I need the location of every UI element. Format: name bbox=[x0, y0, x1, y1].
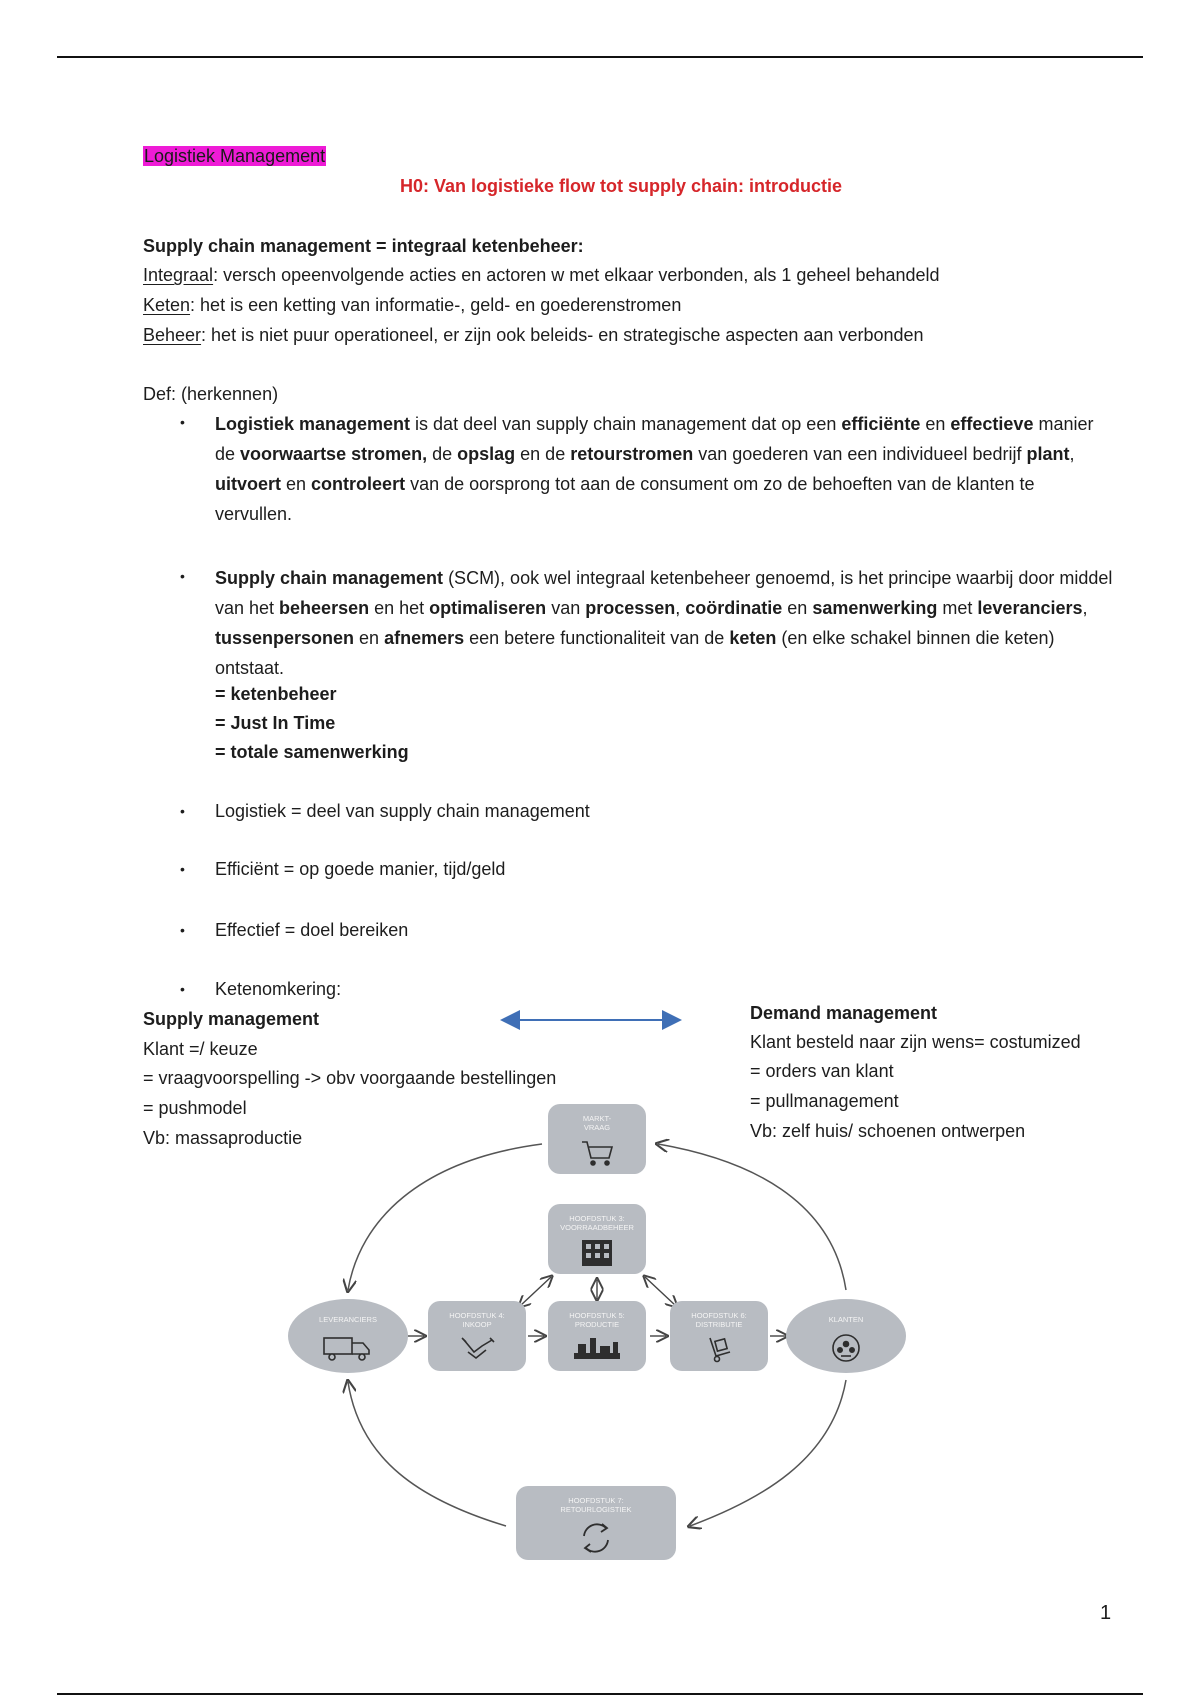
b1-p16: en bbox=[281, 474, 312, 494]
node-marktvraag bbox=[548, 1104, 646, 1174]
b2-p6: van bbox=[546, 598, 586, 618]
b2-p11: samenwerking bbox=[812, 598, 938, 618]
node-voorraad-label-2: VOORRAADBEHEER bbox=[560, 1223, 634, 1232]
b2-p15: tussenpersonen bbox=[215, 628, 355, 648]
synonym-ketenbeheer: = ketenbeheer bbox=[215, 684, 337, 704]
node-marktvraag-label-1: MARKT- bbox=[582, 1114, 612, 1123]
b2-p4: en het bbox=[369, 598, 430, 618]
bullet-4-dot: • bbox=[180, 861, 185, 877]
b2-p18: een betere functionaliteit van de bbox=[464, 628, 730, 648]
bullet-ketenomkering: Ketenomkering: bbox=[215, 979, 342, 999]
curve-klanten-to-retour bbox=[690, 1380, 846, 1526]
course-title bbox=[143, 144, 326, 168]
b1-p10: en de bbox=[515, 444, 571, 464]
double-arrow bbox=[498, 1010, 684, 1030]
synonym-samenwerking: = totale samenwerking bbox=[215, 742, 409, 762]
demand-line-3: = pullmanagement bbox=[750, 1091, 899, 1111]
b2-p1: Supply chain management bbox=[215, 568, 444, 588]
bullet-1-paragraph bbox=[215, 409, 1115, 529]
arrow-voorraad-inkoop bbox=[520, 1277, 551, 1306]
demand-line-1: Klant besteld naar zijn wens= costumized bbox=[750, 1032, 1081, 1052]
b1-p3: efficiënte bbox=[841, 414, 921, 434]
b1-p17: controleert bbox=[311, 474, 406, 494]
def-label: Def: (herkennen) bbox=[143, 384, 279, 404]
warehouse-icon bbox=[582, 1240, 612, 1266]
node-distributie-label-2: DISTRIBUTIE bbox=[695, 1320, 743, 1329]
b2-p10: en bbox=[782, 598, 813, 618]
supply-line-2: = vraagvoorspelling -> obv voorgaande bestellingen bbox=[143, 1068, 557, 1088]
node-distributie-label-1: HOOFDSTUK 6: bbox=[691, 1311, 747, 1320]
supply-line-1: Klant =/ keuze bbox=[143, 1039, 258, 1059]
scm-heading: Supply chain management = integraal ketenbeheer: bbox=[143, 236, 584, 256]
b2-p14: , bbox=[1082, 598, 1088, 618]
term-beheer-text: : het is niet puur operationeel, er zijn ook beleids- en strategische aspecten aan verbonden bbox=[201, 325, 924, 345]
b2-p3: beheersen bbox=[279, 598, 370, 618]
term-keten-label: Keten bbox=[143, 295, 191, 315]
b1-p4: en bbox=[920, 414, 951, 434]
demand-line-2: = orders van klant bbox=[750, 1061, 894, 1081]
node-retour-label-1: HOOFDSTUK 7: bbox=[568, 1496, 624, 1505]
term-integraal bbox=[143, 263, 940, 287]
bullet-1-dot: • bbox=[180, 414, 185, 430]
arrow-voorraad-distributie bbox=[645, 1277, 676, 1306]
node-inkoop-label-1: HOOFDSTUK 4: bbox=[449, 1311, 505, 1320]
term-integraal-label: Integraal bbox=[143, 265, 214, 285]
term-keten bbox=[143, 293, 681, 317]
node-voorraadbeheer bbox=[548, 1204, 646, 1274]
bullet-efficient: Efficiënt = op goede manier, tijd/geld bbox=[215, 859, 506, 879]
node-productie-label-1: HOOFDSTUK 5: bbox=[569, 1311, 625, 1320]
b2-p12: met bbox=[937, 598, 978, 618]
term-keten-text: : het is een ketting van informatie-, geld- en goederenstromen bbox=[190, 295, 682, 315]
synonym-jit: = Just In Time bbox=[215, 713, 336, 733]
demand-heading: Demand management bbox=[750, 1003, 938, 1023]
bottom-rule bbox=[57, 1693, 1143, 1695]
b1-p18: van de oorsprong tot aan de consument om zo de behoeften van de klanten te vervullen. bbox=[215, 474, 1035, 524]
b2-p19: keten bbox=[729, 628, 777, 648]
bullet-6-dot: • bbox=[180, 981, 185, 997]
b2-p5: optimaliseren bbox=[429, 598, 547, 618]
b1-p2: is dat deel van supply chain management dat op een bbox=[410, 414, 842, 434]
page-number: 1 bbox=[1100, 1602, 1112, 1624]
node-klanten bbox=[786, 1299, 906, 1373]
bullet-logistiek: Logistiek = deel van supply chain management bbox=[215, 801, 590, 821]
chapter-title: H0: Van logistieke flow tot supply chain: introductie bbox=[400, 176, 843, 196]
b2-p2: (SCM), ook wel integraal ketenbeheer genoemd, is het principe waarbij door middel van het bbox=[215, 568, 1113, 618]
bullet-5-dot: • bbox=[180, 922, 185, 938]
node-voorraad-label-1: HOOFDSTUK 3: bbox=[569, 1214, 625, 1223]
node-retourlogistiek bbox=[516, 1486, 676, 1560]
b2-p13: leveranciers bbox=[977, 598, 1083, 618]
node-marktvraag-label-2: VRAAG bbox=[583, 1123, 611, 1132]
demand-line-4: Vb: zelf huis/ schoenen ontwerpen bbox=[750, 1121, 1026, 1141]
b2-p9: coördinatie bbox=[685, 598, 783, 618]
b2-p16: en bbox=[354, 628, 385, 648]
bullet-3-dot: • bbox=[180, 803, 185, 819]
curve-klanten-to-markt bbox=[658, 1144, 846, 1290]
b1-p1: Logistiek management bbox=[215, 414, 411, 434]
node-inkoop-label-2: INKOOP bbox=[462, 1320, 492, 1329]
supply-heading: Supply management bbox=[143, 1009, 320, 1029]
bullet-2-dot: • bbox=[180, 568, 185, 584]
supply-chain-diagram bbox=[280, 1100, 920, 1570]
node-retour-label-2: RETOURLOGISTIEK bbox=[560, 1505, 632, 1514]
term-beheer bbox=[143, 323, 924, 347]
b1-p9: opslag bbox=[457, 444, 516, 464]
supply-line-4: Vb: massaproductie bbox=[143, 1128, 303, 1148]
course-title-highlight: Logistiek Management bbox=[144, 146, 326, 166]
b1-p6: manier de bbox=[215, 414, 1094, 464]
curve-retour-to-leveranciers bbox=[348, 1382, 506, 1526]
node-inkoop bbox=[428, 1301, 526, 1371]
b1-p7: voorwaartse stromen, bbox=[240, 444, 428, 464]
b1-p11: retourstromen bbox=[570, 444, 694, 464]
bullet-effectief: Effectief = doel bereiken bbox=[215, 920, 409, 940]
b2-p17: afnemers bbox=[384, 628, 465, 648]
b1-p14: , bbox=[1069, 444, 1075, 464]
top-rule bbox=[57, 56, 1143, 58]
node-distributie bbox=[670, 1301, 768, 1371]
b1-p15: uitvoert bbox=[215, 474, 282, 494]
node-klanten-label: KLANTEN bbox=[828, 1315, 864, 1324]
node-leveranciers bbox=[288, 1299, 408, 1373]
node-productie bbox=[548, 1301, 646, 1371]
b1-p13: plant bbox=[1026, 444, 1070, 464]
term-integraal-text: : versch opeenvolgende acties en actoren w met elkaar verbonden, als 1 geheel behandeld bbox=[213, 265, 940, 285]
b1-p5: effectieve bbox=[950, 414, 1034, 434]
b1-p8: de bbox=[427, 444, 458, 464]
b2-p20: (en elke schakel binnen die keten) ontstaat. bbox=[215, 628, 1055, 678]
supply-line-3: = pushmodel bbox=[143, 1098, 247, 1118]
b1-p12: van goederen van een individueel bedrijf bbox=[693, 444, 1027, 464]
term-beheer-label: Beheer bbox=[143, 325, 202, 345]
node-productie-label-2: PRODUCTIE bbox=[574, 1320, 620, 1329]
bullet-2-paragraph bbox=[215, 563, 1115, 683]
b2-p8: , bbox=[675, 598, 686, 618]
curve-markt-to-leveranciers bbox=[348, 1144, 542, 1290]
b2-p7: processen bbox=[585, 598, 676, 618]
node-leveranciers-label: LEVERANCIERS bbox=[319, 1315, 377, 1324]
